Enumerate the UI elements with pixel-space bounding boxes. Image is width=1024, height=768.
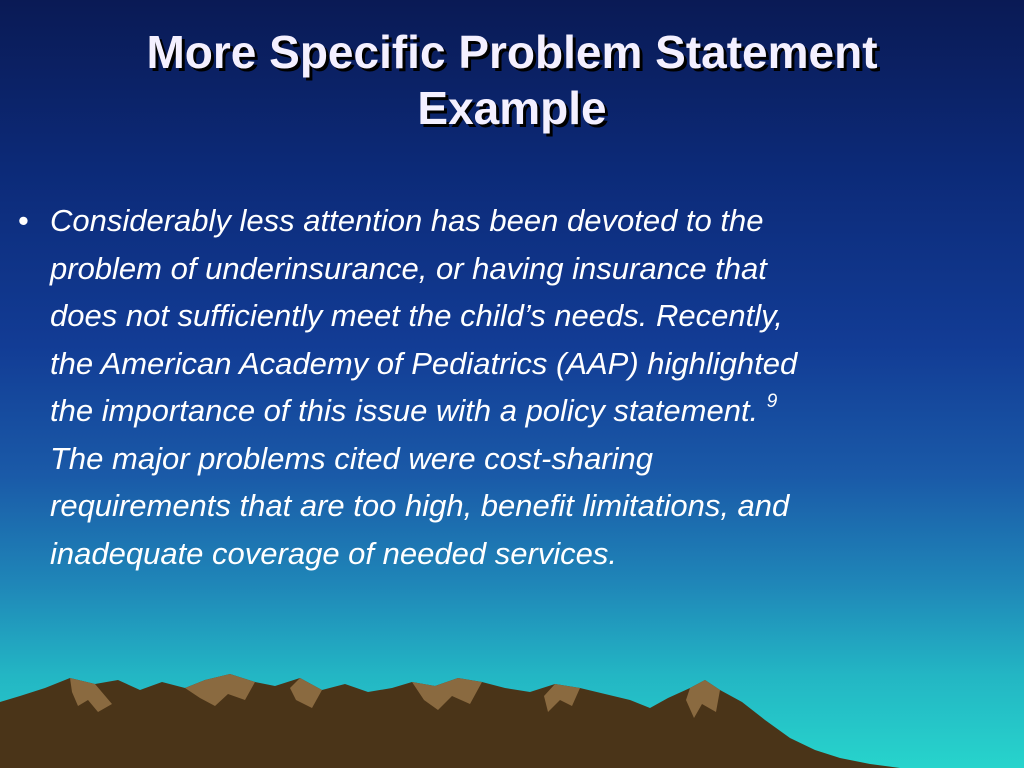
bullet-line-8: inadequate coverage of needed services. [50,535,618,571]
bullet-line-7: requirements that are too high, benefit limitations, and [50,488,790,523]
bullet-line-6: The major problems cited were cost-sharing [50,440,654,476]
bullet-line-2: problem of underinsurance, or having insurance that [50,250,767,286]
slide-title-line-2: Example [417,82,607,134]
bullet-line-5-wrapper [50,387,1018,435]
bullet-line-1: Considerably less attention has been devoted to the [50,203,764,238]
bullet-text [50,197,1018,577]
slide-title [40,24,984,136]
bullet-list [18,197,1018,577]
bullet-line-4: the American Academy of Pediatrics (AAP) highlighted [50,345,798,381]
bullet-icon: • [18,203,29,238]
mountain-range-decoration [0,660,1024,768]
bullet-item [18,197,1018,577]
slide-title-line-1: More Specific Problem Statement [146,26,878,78]
bullet-line-5: the importance of this issue with a policy statement. [50,393,759,428]
bullet-line-3: does not sufficiently meet the child’s needs. Recently, [50,298,783,333]
citation-superscript: 9 [766,391,778,412]
